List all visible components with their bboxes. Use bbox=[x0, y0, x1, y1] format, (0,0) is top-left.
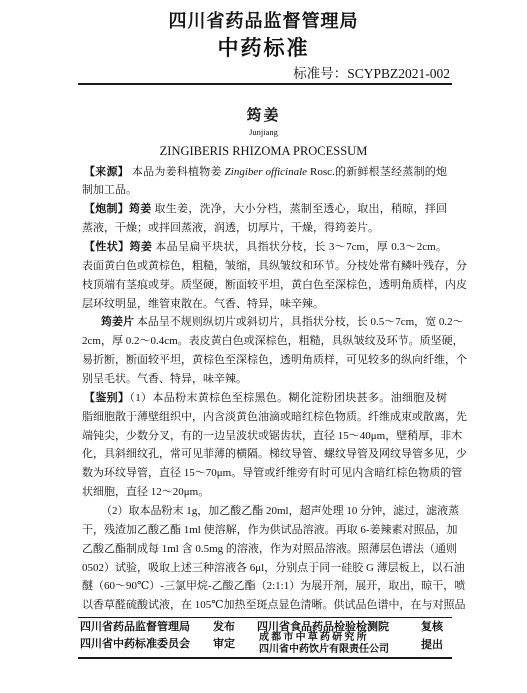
text-line bbox=[82, 483, 447, 502]
monograph-title-latin: ZINGIBERIS RHIZOMA PROCESSUM bbox=[159, 144, 368, 158]
footer-publisher-org: 四川省药品监督管理局 bbox=[80, 620, 190, 633]
body-text: 别呈毛状。气香、特异，味辛辣。 bbox=[82, 372, 247, 385]
text-line bbox=[82, 408, 467, 427]
term-label: 【性状】筠姜 bbox=[84, 239, 153, 253]
text-line bbox=[82, 370, 447, 389]
paragraph bbox=[82, 313, 467, 388]
text-line bbox=[82, 200, 447, 219]
body-text: 制加工品。 bbox=[82, 184, 137, 197]
text-line bbox=[82, 540, 457, 559]
body-text: 表面黄白色或黄棕色，粗糙，皱缩，具纵皱纹和环节。分枝处常有鳞叶残存，分 bbox=[82, 259, 467, 272]
footer-review-role: 复核 bbox=[421, 620, 443, 633]
standard-number bbox=[293, 66, 450, 82]
footer-top-rule bbox=[78, 617, 452, 619]
footer-proposer-role: 提出 bbox=[421, 638, 443, 651]
standard-number-label: 标准号： bbox=[293, 66, 348, 82]
footer-proposer-org-2: 四川省中药饮片有限责任公司 bbox=[259, 644, 389, 655]
text-line bbox=[82, 276, 467, 295]
body-text: 蒸液，干燥；或拌回蒸液，润透，切厚片，干燥，得筠姜片。 bbox=[82, 222, 379, 235]
body-text: 乙酸乙酯制成每 1ml 含 0.5mg 的溶液，作为对照品溶液。照薄层色谱法（通则 bbox=[82, 542, 457, 555]
paragraph bbox=[82, 238, 467, 313]
term-label: 【炮制】筠姜 bbox=[84, 202, 152, 216]
footer-publish-role: 发布 bbox=[213, 620, 235, 633]
body-text: 易折断，断面较平坦，黄棕色至深棕色，透明角质样，可见较多的纵向纤维，个 bbox=[82, 354, 467, 367]
footer-bottom-rule bbox=[78, 657, 452, 659]
body-text: 本品为姜科植物姜 bbox=[128, 165, 225, 178]
body-text: 干，残渣加乙酸乙酯 1ml 使溶解，作为供试品溶液。再取 6-姜辣素对照品，加 bbox=[82, 523, 458, 536]
text-line bbox=[82, 313, 464, 332]
text-line bbox=[82, 219, 447, 238]
section-processing bbox=[82, 200, 447, 238]
text-line bbox=[82, 332, 464, 351]
issuing-agency-heading: 四川省药品监督管理局 bbox=[168, 11, 359, 32]
text-line bbox=[82, 596, 466, 615]
body-text: （1）本品粉末黄棕色至棕黑色。糊化淀粉团块甚多。油细胞及树 bbox=[129, 391, 447, 404]
body-text: 脂细胞散于薄壁组织中，内含淡黄色油滴或暗红棕色物质。纤维成束或散离，先 bbox=[82, 410, 467, 423]
text-line bbox=[82, 238, 447, 257]
section-source bbox=[82, 163, 447, 201]
text-line bbox=[82, 181, 447, 200]
text-line bbox=[82, 577, 466, 596]
standard-number-value: SCYPBZ2021-002 bbox=[347, 66, 450, 81]
body-text: 取生姜，洗净，大小分档，蒸制至透心，取出，稍晾，拌回 bbox=[151, 203, 447, 216]
text-line bbox=[82, 351, 467, 370]
body-text: 层环纹明显，维管束散在。气香、特异，味辛辣。 bbox=[82, 297, 324, 310]
body-text: 0502）试验，吸取上述三种溶液各 6μl，分别点于同一硅胶 G 薄层板上，以石油 bbox=[82, 561, 465, 574]
text-line bbox=[82, 163, 447, 182]
body-text: 本品呈不规则纵切片或斜切片，具指状分枝，长 0.5～7cm，宽 0.2～ bbox=[134, 316, 464, 329]
term-label: 【鉴别】 bbox=[84, 390, 130, 404]
paragraph bbox=[82, 200, 447, 238]
paragraph bbox=[82, 163, 447, 201]
footer-approval-org: 四川省中药标准委员会 bbox=[80, 637, 190, 650]
text-line bbox=[82, 464, 463, 483]
body-text: 化，具斜细纹孔，常可见菲薄的横隔。梯纹导管、螺纹导管及网纹导管多见，少 bbox=[82, 448, 467, 461]
term-label: 【来源】 bbox=[84, 164, 129, 178]
body-text: 端钝尖，少数分叉，有的一边呈波状或锯齿状，直径 15～40μm，壁稍厚，非木 bbox=[82, 429, 463, 442]
monograph-title-pinyin: Junjiang bbox=[249, 127, 278, 137]
body-text: 醚（60～90℃）-三氯甲烷-乙酸乙酯（2:1:1）为展开剂，展开，取出，晾干，喷 bbox=[82, 580, 466, 593]
body-text: 本品呈扁平块状，具指状分枝，长 3～7cm，厚 0.3～2cm。 bbox=[152, 240, 447, 253]
latin-binomial: Zingiber officinale bbox=[224, 165, 308, 178]
body-text: 状细胞，直径 12～20μm。 bbox=[82, 486, 210, 499]
body-text: （2）取本品粉末 1g，加乙酸乙酯 20ml，超声处理 10 分钟，滤过，滤液蒸 bbox=[101, 504, 460, 517]
body-text: Rosc.的新鲜根茎经蒸制的炮 bbox=[307, 165, 448, 178]
document-type-heading: 中药标准 bbox=[217, 36, 310, 60]
body-text: 枝顶端有茎痕或芽。质坚硬，断面较平坦，黄白色至深棕色，透明角质样，内皮 bbox=[82, 278, 467, 291]
paragraph bbox=[82, 502, 466, 615]
text-line bbox=[82, 389, 447, 408]
term-label: 筠姜片 bbox=[101, 315, 134, 329]
footer-approval-role: 审定 bbox=[213, 637, 235, 650]
footer-review-org: 四川省食品药品检验检测院 bbox=[257, 620, 389, 633]
text-line bbox=[82, 502, 460, 521]
footer-proposer-org-1: 成都市中草药研究所 bbox=[259, 632, 369, 643]
body-text: 2cm，厚 0.2～0.4cm。表皮黄白色或深棕色，粗糙，具纵皱纹及环节。质坚硬， bbox=[82, 335, 464, 348]
section-description bbox=[82, 238, 467, 389]
body-text: 以香草醛硫酸试液，在 105℃加热至斑点显色清晰。供试品色谱中，在与对照品 bbox=[82, 599, 466, 612]
header-divider bbox=[78, 83, 452, 85]
text-line bbox=[82, 257, 467, 276]
text-line bbox=[82, 427, 463, 446]
monograph-title-chinese: 筠姜 bbox=[246, 106, 281, 124]
text-line bbox=[82, 445, 467, 464]
body-text: 数为环纹导管，直径 15～70μm。导管或纤维旁有时可见内含暗红棕色物质的管 bbox=[82, 467, 463, 480]
text-line bbox=[82, 521, 458, 540]
text-line bbox=[82, 295, 447, 314]
monograph-body bbox=[82, 163, 467, 616]
paragraph bbox=[82, 389, 467, 502]
text-line bbox=[82, 559, 465, 578]
section-identification bbox=[82, 389, 467, 615]
